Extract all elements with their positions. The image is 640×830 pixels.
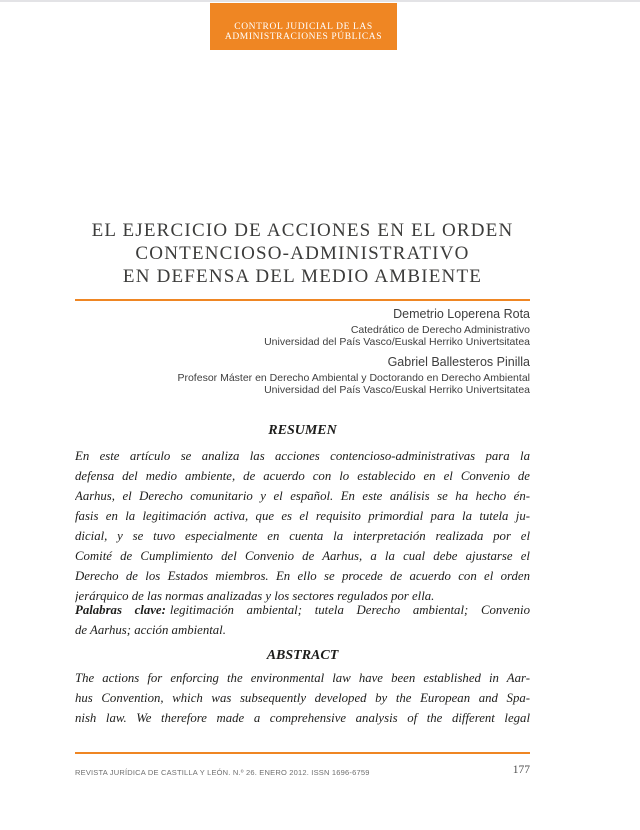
abstract-heading: ABSTRACT [266, 648, 339, 663]
resumen-paragraph [75, 446, 530, 606]
article-title-line: EN DEFENSA DEL MEDIO AMBIENTE [122, 266, 483, 287]
page-number: 177 [512, 764, 530, 776]
author-affiliation-line: Universidad del País Vasco/Euskal Herriko Univertsitatea [264, 383, 530, 396]
keywords-line [75, 600, 530, 620]
author-affiliation-line: Catedrático de Derecho Administrativo [350, 324, 530, 336]
author-affiliations [75, 373, 530, 396]
resumen-line: Aarhus, el Derecho comunitario y el español. En este análisis se ha hecho én- [75, 489, 530, 503]
series-banner-line: ADMINISTRACIONES PÚBLICAS [224, 32, 383, 42]
resumen-line: En este artículo se analiza las acciones contencioso-administrativas para la [75, 449, 530, 463]
journal-footer-info: REVISTA JURÍDICA DE CASTILLA Y LEÓN. N.º 26. ENERO 2012. ISSN 1696-6759 [75, 768, 370, 777]
keywords-label: Palabras clave: [75, 603, 166, 617]
resumen-line: defensa del medio ambiente, de acuerdo con lo establecido en el Convenio de [75, 469, 530, 483]
article-title-line: CONTENCIOSO-ADMINISTRATIVO [135, 243, 470, 264]
resumen-line: jerárquico de las normas analizadas y los sectores regulados por ella. [75, 589, 435, 603]
series-banner [210, 3, 397, 50]
resumen-line: Comité de Cumplimiento del Convenio de Aarhus, a la cual debe ajustarse el [75, 549, 530, 563]
resumen-line: Derecho de los Estados miembros. En ello se procede de acuerdo con el orden [75, 569, 530, 583]
article-title [75, 219, 530, 288]
author-affiliation-line: Profesor Máster en Derecho Ambiental y Doctorando en Derecho Ambiental [177, 372, 530, 384]
abstract-paragraph [75, 668, 530, 728]
keywords-line: de Aarhus; acción ambiental. [75, 623, 226, 637]
authors-block [75, 307, 530, 403]
resumen-line: dicial, y se tuvo especialmente en cuenta la interpretación realizada por el [75, 529, 530, 543]
resumen-heading: RESUMEN [268, 423, 337, 438]
page-top-edge [0, 0, 640, 2]
author-name: Gabriel Ballesteros Pinilla [387, 355, 530, 369]
keywords-text: legitimación ambiental; tutela Derecho ambiental; Convenio [169, 603, 530, 617]
abstract-line: nish law. We therefore made a comprehensive analysis of the different legal [75, 711, 530, 725]
resumen-line: fasis en la legitimación activa, que es el requisito primordial para la tutela ju- [75, 509, 530, 523]
author-name: Demetrio Loperena Rota [393, 307, 530, 321]
keywords-paragraph [75, 600, 530, 640]
abstract-line: hus Convention, which was subsequently developed by the European and Spa- [75, 691, 530, 705]
article-title-line: EL EJERCICIO DE ACCIONES EN EL ORDEN [91, 220, 514, 241]
title-divider-rule [75, 299, 530, 301]
footer-divider-rule [75, 752, 530, 754]
author-affiliation-line: Universidad del País Vasco/Euskal Herriko Univertsitatea [264, 335, 530, 348]
abstract-line: The actions for enforcing the environmental law have been established in Aar- [75, 671, 530, 685]
author-affiliations [75, 325, 530, 348]
series-banner-line: CONTROL JUDICIAL DE LAS [234, 21, 373, 32]
